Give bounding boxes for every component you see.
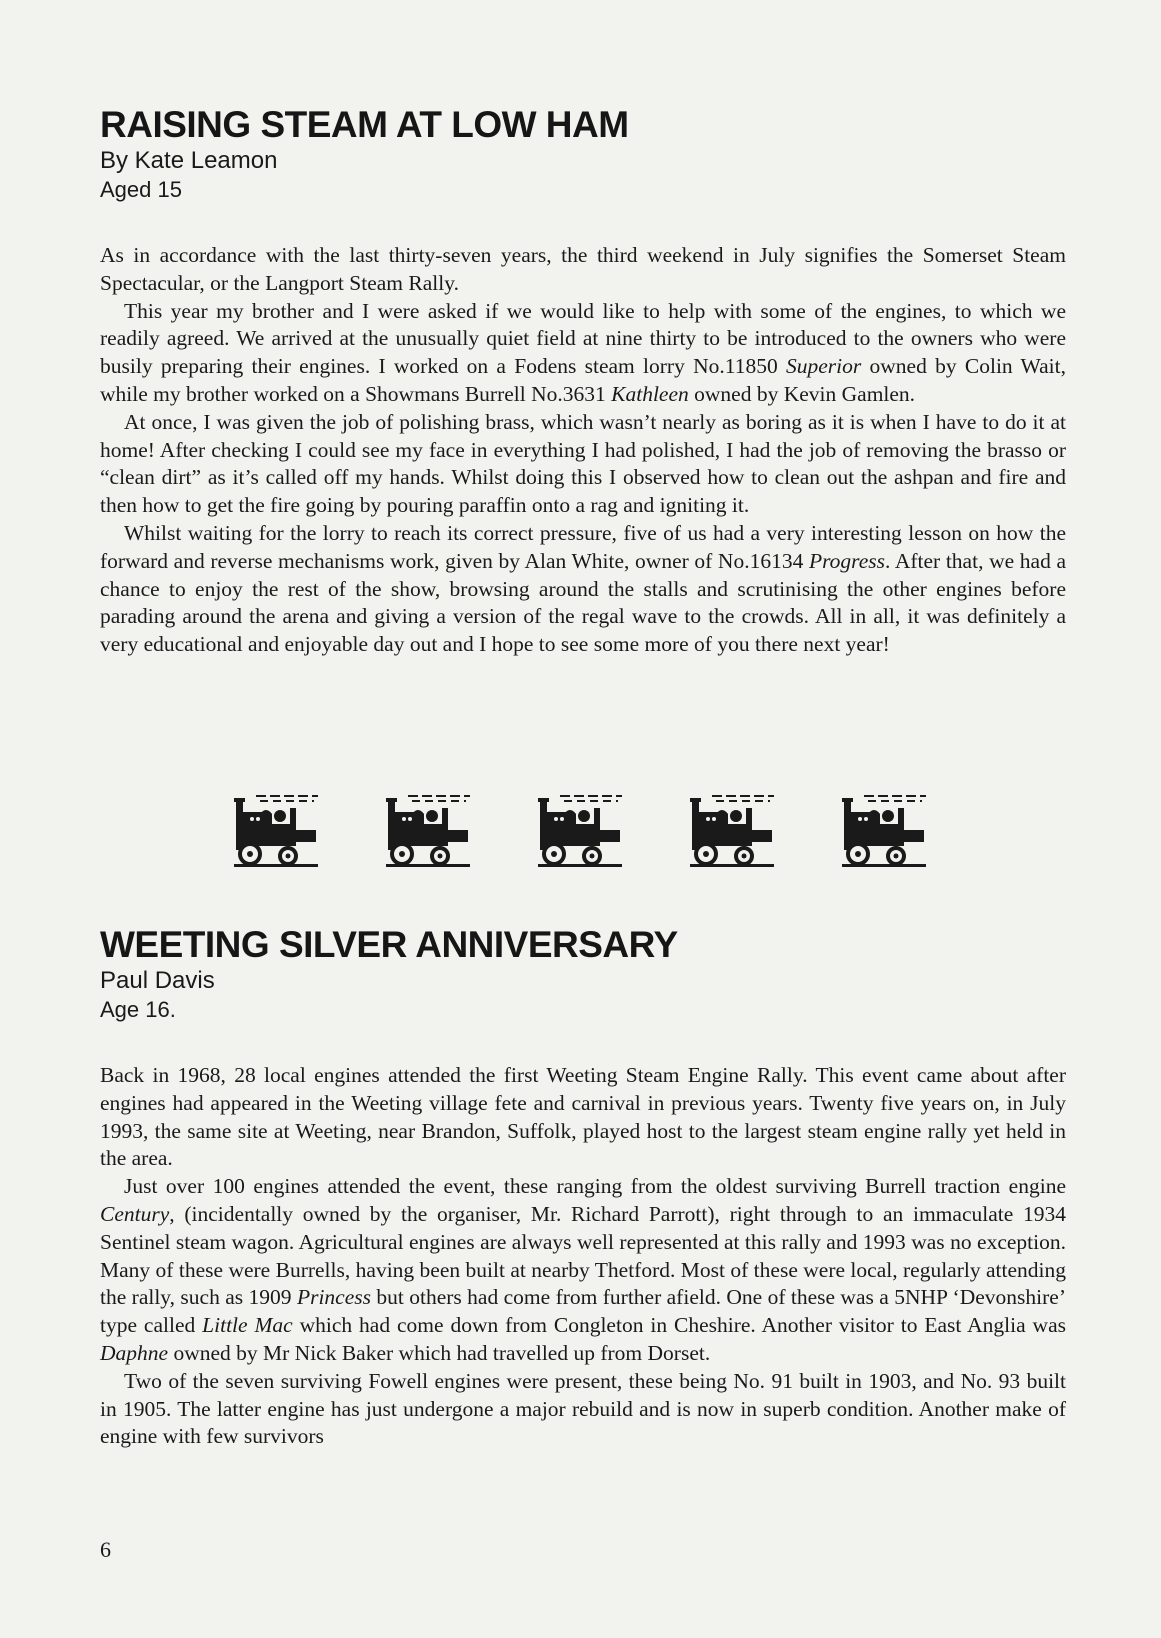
text-run: At once, I was given the job of polishing brass, which wasn’t nearly as boring as it is when I have to do it at home! After checking I could see my face in everything I had polished, I had the job of removing the brasso or “clean dirt” as it’s called off my hands. Whilst doing this I observed how to clean out the ashpan and fire and then how to get the fire going by pouring paraffin onto a rag and igniting it. bbox=[100, 409, 1066, 518]
italic-name: Little Mac bbox=[202, 1313, 293, 1338]
article-author-age: Age 16. bbox=[100, 997, 176, 1022]
text-run: owned by Kevin Gamlen. bbox=[688, 381, 916, 406]
text-run: which had come down from Congleton in Cheshire. Another visitor to East Anglia was bbox=[292, 1313, 1066, 1338]
paragraph bbox=[100, 1173, 1066, 1368]
steam-engine-divider bbox=[230, 790, 930, 870]
text-run: As in accordance with the last thirty-seven years, the third weekend in July signifies the Somerset Steam Spectacular, or the Langport Steam Rally. bbox=[100, 243, 1066, 295]
text-run: Back in 1968, 28 local engines attended the first Weeting Steam Engine Rally. This event came about after engines had appeared in the Weeting village fete and carnival in previous years. Twenty five years on, in July 1993, the same site at Weeting, near Brandon, Suffolk, played host to the largest steam engine rally yet held in the area. bbox=[100, 1063, 1066, 1171]
paragraph bbox=[100, 1062, 1066, 1173]
steam-engine-icon bbox=[230, 790, 322, 870]
italic-name: Kathleen bbox=[611, 381, 689, 406]
article-weeting-anniversary bbox=[100, 924, 1066, 1451]
steam-engine-icon bbox=[838, 790, 930, 870]
text-run: . After that, we had a chance to enjoy the rest of the show, browsing around the stalls and scrutinising the other engines before parading around the arena and giving a version of the regal wave to the crowds. All in all, it was definitely a very educational and enjoyable day out and I hope to see some more of you there next year! bbox=[100, 548, 1066, 657]
paragraph bbox=[100, 409, 1066, 520]
paragraph bbox=[100, 298, 1066, 409]
italic-name: Princess bbox=[296, 1285, 371, 1310]
text-run: , (incidentally owned by the organiser, Mr. Richard Parrott), right through to an immaculate 1934 Sentinel steam wagon. Agricultural engines are always well represented at this rally and 1993 was no exception. Many of these were Burrells, having been built at nearby Thetford. Most of these were local, regularly attending the rally, such as 1909 bbox=[100, 1201, 1066, 1310]
text-run: but others had come from further afield. One of these was a 5NHP ‘Devonshire’ type called bbox=[100, 1285, 1066, 1338]
italic-name: Superior bbox=[786, 354, 862, 379]
text-run: Two of the seven surviving Fowell engines were present, these being No. 91 built in 1903, and No. 93 built in 1905. The latter engine has just undergone a major rebuild and is now in superb condition. Another make of engine with few survivors bbox=[100, 1368, 1066, 1449]
text-run: Just over 100 engines attended the event, these ranging from the oldest surviving Burrell traction engine bbox=[124, 1174, 1066, 1199]
paragraph bbox=[100, 242, 1066, 298]
article-author: By Kate Leamon bbox=[100, 147, 278, 174]
text-run: owned by Colin Wait, while my brother worked on a Showmans Burrell No.3631 bbox=[100, 354, 1066, 406]
steam-engine-icon bbox=[534, 790, 626, 870]
text-run: This year my brother and I were asked if we would like to help with some of the engines, to which we readily agreed. We arrived at the unusually quiet field at nine thirty to be introduced to the owners who were busily preparing their engines. I worked on a Fodens steam lorry No.11850 bbox=[100, 298, 1066, 379]
italic-name: Daphne bbox=[100, 1340, 169, 1365]
article-title: RAISING STEAM AT LOW HAM bbox=[100, 104, 629, 145]
paragraph bbox=[100, 1368, 1066, 1451]
italic-name: Century bbox=[100, 1201, 170, 1226]
article-author-age: Aged 15 bbox=[100, 177, 182, 202]
article-body bbox=[100, 1062, 1066, 1451]
steam-engine-icon bbox=[686, 790, 778, 870]
text-run: Whilst waiting for the lorry to reach its correct pressure, five of us had a very interesting lesson on how the forward and reverse mechanisms work, given by Alan White, owner of No.16134 bbox=[100, 520, 1066, 573]
article-body bbox=[100, 242, 1066, 659]
article-raising-steam bbox=[100, 104, 1066, 659]
text-run: owned by Mr Nick Baker which had travelled up from Dorset. bbox=[168, 1340, 711, 1365]
paragraph bbox=[100, 520, 1066, 659]
article-title: WEETING SILVER ANNIVERSARY bbox=[100, 924, 678, 965]
page-number: 6 bbox=[100, 1537, 111, 1562]
article-author: Paul Davis bbox=[100, 967, 215, 994]
italic-name: Progress bbox=[808, 548, 886, 573]
steam-engine-icon bbox=[382, 790, 474, 870]
